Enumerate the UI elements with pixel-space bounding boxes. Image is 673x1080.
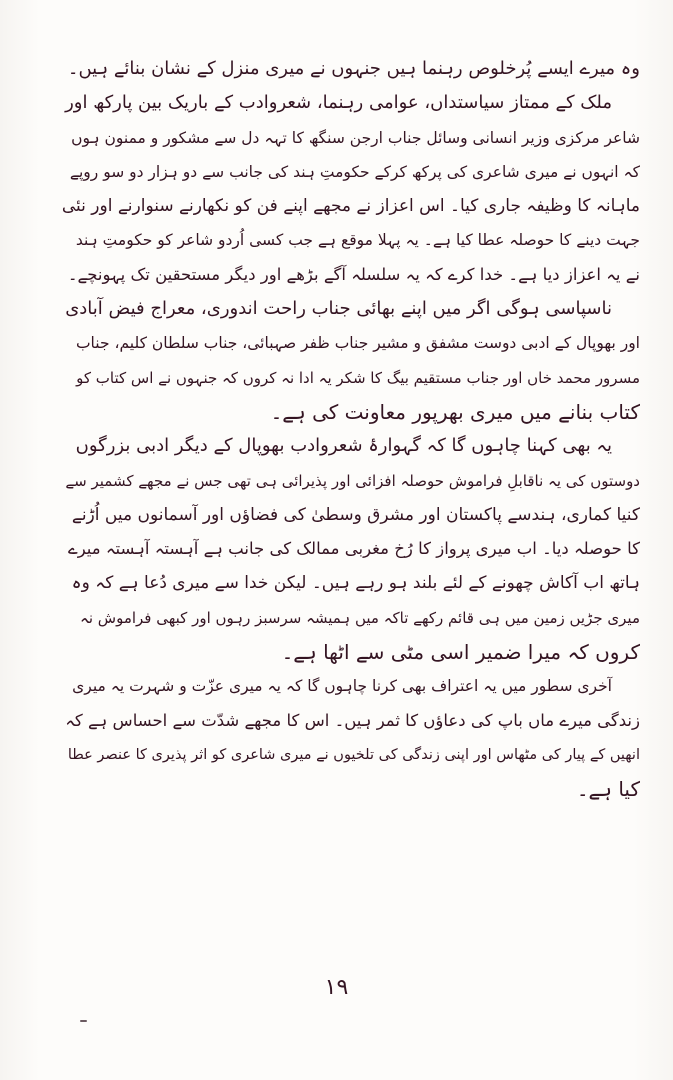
text-line: ماہانہ کا وظیفہ جاری کیا۔ اس اعزاز نے مجھے اپنے فن کو نکھارنے سنوارنے اور نئی	[62, 196, 640, 217]
text-line: زندگی میرے ماں باپ کی دعاؤں کا ثمر ہیں۔ اس کا مجھے شدّت سے احساس ہے کہ	[65, 710, 640, 730]
text-line: ملک کے ممتاز سیاستداں، عوامی رہنما، شعروادب کے باریک بین پارکھ اور	[65, 92, 612, 114]
text-line: کہ انہوں نے میری شاعری کی پرکھ کرکے حکومتِ ہند کی جانب سے دو ہزار دو سو روپے	[69, 162, 640, 181]
text-line: ہاتھ اب آکاش چھونے کے لئے بلند ہو رہے ہیں۔ لیکن خدا سے میری دُعا ہے کہ وہ	[71, 573, 640, 594]
text-line: جہت دینے کا حوصلہ عطا کیا ہے۔ یہ پہلا موقع ہے جب کسی اُردو شاعر کو حکومتِ ہند	[75, 231, 640, 250]
text-line: کروں کہ میرا ضمیر اسی مٹی سے اٹھا ہے۔	[281, 640, 640, 665]
text-line: انھیں کے پیار کی مٹھاس اور اپنی زندگی کی تلخیوں نے میری شاعری کو اثر پذیری کا عنصر عطا	[67, 746, 640, 763]
text-line: شاعر مرکزی وزیر انسانی وسائل جناب ارجن سنگھ کا تہہ دل سے مشکور و ممنون ہوں	[71, 128, 640, 147]
text-line: وہ میرے ایسے پُرخلوص رہنما ہیں جنہوں نے میری منزل کے نشان بنائے ہیں۔	[67, 58, 640, 79]
body-text	[62, 52, 640, 807]
text-line: کتاب بنانے میں میری بھرپور معاونت کی ہے۔	[270, 399, 640, 424]
ink-speck	[80, 1020, 87, 1022]
text-line: آخری سطور میں یہ اعتراف بھی کرنا چاہوں گا کہ یہ میری عزّت و شہرت یہ میری	[72, 677, 612, 696]
text-line: کنیا کماری، ہندسے پاکستان اور مشرق وسطیٰ کی فضاؤں اور آسمانوں میں اُڑنے	[71, 504, 640, 525]
text-line: اور بھوپال کے ادبی دوست مشفق و مشیر جناب ظفر صہبائی، جناب سلطان کلیم، جناب	[75, 334, 640, 353]
text-line: میری جڑیں زمین میں ہی قائم رکھے تاکہ میں ہمیشہ سرسبز رہوں اور کبھی فراموش نہ	[80, 608, 640, 627]
page-number: ۱۹	[324, 975, 349, 1000]
text-line: کا حوصلہ دیا۔ اب میری پرواز کا رُخ مغربی ممالک کی جانب ہے آہستہ آہستہ میرے	[68, 539, 640, 559]
text-line: ناسپاسی ہوگی اگر میں اپنے بھائی جناب راحت اندوری، معراج فیض آبادی	[65, 298, 612, 320]
text-line: دوستوں کی یہ ناقابلِ فراموش حوصلہ افزائی اور پذیرائی ہی تھی جس نے مجھے کشمیر سے	[65, 471, 640, 490]
text-line: کیا ہے۔	[576, 777, 640, 802]
text-line: یہ بھی کہنا چاہوں گا کہ گہوارۂ شعروادب بھوپال کے دیگر ادبی بزرگوں	[75, 435, 612, 457]
text-line: نے یہ اعزاز دیا ہے۔ خدا کرے کہ یہ سلسلہ آگے بڑھے اور دیگر مستحقین تک پہونچے۔	[67, 264, 640, 284]
text-line: مسرور محمد خاں اور جناب مستقیم بیگ کا شکر یہ ادا نہ کروں کہ جنہوں نے اس کتاب کو	[76, 368, 640, 387]
